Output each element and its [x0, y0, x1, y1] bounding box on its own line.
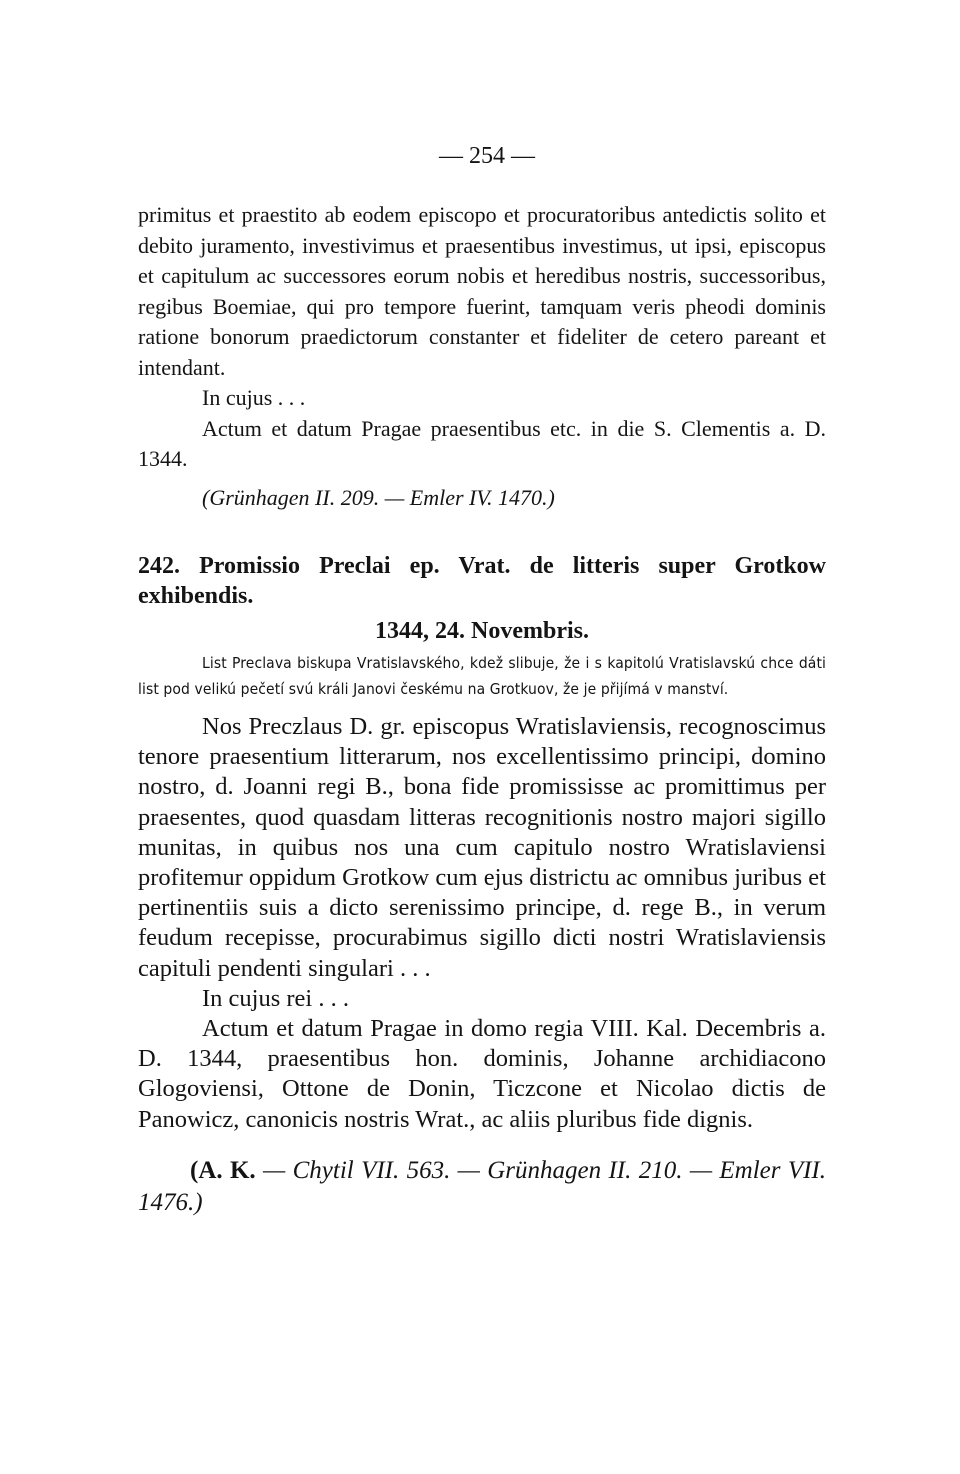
source-citation-1: (Grünhagen II. 209. — Emler IV. 1470.) — [202, 484, 555, 510]
closing-formula-1: In cujus . . . — [202, 385, 306, 410]
document-date: 1344, 24. Novembris. — [375, 618, 589, 644]
continued-paragraph: primitus et praestito ab eodem episcopo et procuratoribus antedictis solito et debito juramento, investivimus et praesentibus investimus, ut ipsi, episcopus et capitulum ac successores eorum nobis et heredibus nostris, successoribus, regibus Boemiae, qui pro tempore fuerint, tamquam veris pheodi dominis ratione bonorum praedictorum constanter et fideliter de cetero pareant et intendant. — [138, 202, 826, 380]
closing-formula-2: In cujus rei . . . — [202, 984, 349, 1012]
page-number: — 254 — — [439, 143, 535, 169]
citation-archive-abbr: A. K. — [198, 1156, 256, 1184]
dating-clause-1: Actum et datum Pragae praesentibus etc. in die S. Clementis a. D. 1344. — [138, 415, 826, 471]
source-citation-2 — [138, 1155, 826, 1219]
document-heading: 242. Promissio Preclai ep. Vrat. de litteris super Grotkow exhibendis. — [138, 553, 826, 609]
book-page — [138, 143, 826, 1219]
citation-references: — Chytil VII. 563. — Grünhagen II. 210. — Emler VII. 1476.) — [138, 1156, 827, 1216]
citation-open-paren: ( — [190, 1156, 199, 1184]
latin-document-body: Nos Preczlaus D. gr. episcopus Wratislaviensis, recognoscimus tenore praesentium litterarum, nos excellentissimo principi, domino nostro, d. Joanni regi B., bona fide promississe ac promittimus per praesentes, quod quasdam litteras recognitionis nostro majori sigillo munitas, in quibus nos una cum capitulo nostro Wratislaviensi profitemur oppidum Grotkow cum ejus districtu ac omnibus juribus et pertinentiis suis a dicto serenissimo principe, d. rege B., in verum feudum recepisse, procurabimus sigillo dicti nostri Wratislaviensis capituli pendenti singulari . . . — [138, 713, 826, 982]
dating-clause-2: Actum et datum Pragae in domo regia VIII. Kal. Decembris a. D. 1344, praesentibus hon. dominis, Johanne archidiacono Glogoviensi, Ottone de Donin, Ticzcone et Nicolao dictis de Panowicz, canonicis nostris Wrat., ac aliis pluribus fide dignis. — [138, 1015, 826, 1133]
czech-summary: List Preclava biskupa Vratislavského, kdež slibuje, že i s kapitolú Vratislavskú chce dáti list pod velikú pečetí svú králi Janovi českému na Grotkuov, že je přijímá v manství. — [138, 654, 826, 698]
